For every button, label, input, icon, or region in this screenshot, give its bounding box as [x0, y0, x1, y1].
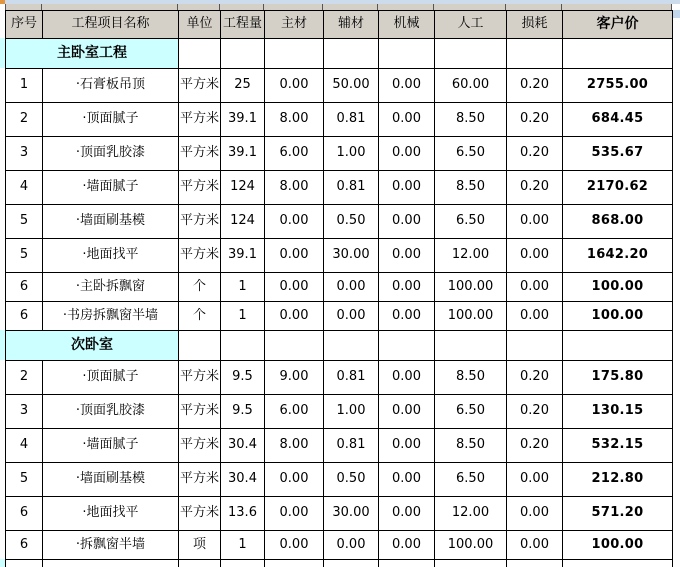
cell-price[interactable]: 1642.20 [563, 239, 673, 273]
cell-main[interactable]: 0.00 [265, 273, 324, 302]
table-row [6, 497, 673, 531]
empty-cell[interactable] [221, 39, 265, 69]
gutter-section-highlight [0, 330, 5, 360]
cell-name[interactable]: ·墙面腻子 [43, 429, 179, 463]
cell-aux[interactable]: 1.00 [324, 395, 379, 429]
cell-name[interactable]: ·石膏板吊顶 [43, 69, 179, 103]
empty-cell[interactable] [435, 39, 507, 69]
table-row [6, 463, 673, 497]
cell-price[interactable]: 175.80 [563, 361, 673, 395]
cell-loss[interactable]: 0.20 [507, 69, 563, 103]
cell-no[interactable]: 5 [6, 239, 43, 273]
cell-qty[interactable]: 9.5 [221, 361, 265, 395]
cell-no[interactable]: 4 [6, 171, 43, 205]
table-row [6, 205, 673, 239]
gutter-section-highlight [0, 559, 5, 567]
table-row [6, 137, 673, 171]
cell-name[interactable]: ·墙面刷基模 [43, 463, 179, 497]
cell-no[interactable]: 5 [6, 205, 43, 239]
cell-aux[interactable]: 30.00 [324, 239, 379, 273]
cell-mach[interactable]: 0.00 [379, 361, 435, 395]
cell-main[interactable]: 8.00 [265, 171, 324, 205]
cell-unit[interactable]: 平方米 [179, 497, 221, 531]
cell-no[interactable]: 3 [6, 395, 43, 429]
cell-no[interactable]: 2 [6, 103, 43, 137]
cell-unit[interactable]: 平方米 [179, 205, 221, 239]
cell-mach[interactable]: 0.00 [379, 205, 435, 239]
empty-cell[interactable] [507, 331, 563, 361]
cell-aux[interactable]: 0.81 [324, 171, 379, 205]
cell-loss[interactable]: 0.00 [507, 205, 563, 239]
cell-aux[interactable]: 0.50 [324, 463, 379, 497]
cell-loss[interactable]: 0.20 [507, 171, 563, 205]
cell-loss[interactable]: 0.20 [507, 429, 563, 463]
cell-mach[interactable]: 0.00 [379, 137, 435, 171]
cell-main[interactable]: 6.00 [265, 395, 324, 429]
cell-qty[interactable]: 1 [221, 273, 265, 302]
col-header-unit[interactable]: 单位 [179, 11, 221, 39]
empty-cell[interactable] [179, 331, 221, 361]
cell-qty[interactable]: 30.4 [221, 463, 265, 497]
cell-qty[interactable]: 9.5 [221, 395, 265, 429]
cell-unit[interactable]: 个 [179, 273, 221, 302]
cell-unit[interactable]: 平方米 [179, 103, 221, 137]
empty-cell [379, 560, 435, 567]
cell-qty[interactable]: 39.1 [221, 103, 265, 137]
empty-cell [324, 560, 379, 567]
cell-labor[interactable]: 100.00 [435, 302, 507, 331]
cell-unit[interactable]: 平方米 [179, 463, 221, 497]
cell-unit[interactable]: 个 [179, 302, 221, 331]
cell-mach[interactable]: 0.00 [379, 429, 435, 463]
col-header-loss[interactable]: 损耗 [507, 11, 563, 39]
cell-loss[interactable]: 0.20 [507, 361, 563, 395]
cell-unit[interactable]: 平方米 [179, 69, 221, 103]
table-row [6, 429, 673, 463]
cell-labor[interactable]: 6.50 [435, 463, 507, 497]
cell-price[interactable]: 868.00 [563, 205, 673, 239]
cell-qty[interactable]: 39.1 [221, 137, 265, 171]
cell-price[interactable]: 532.15 [563, 429, 673, 463]
cell-name[interactable]: ·拆飘窗半墙 [43, 531, 179, 560]
cell-price[interactable]: 100.00 [563, 302, 673, 331]
cell-price[interactable]: 100.00 [563, 531, 673, 560]
cell-name[interactable]: ·墙面腻子 [43, 171, 179, 205]
cell-labor[interactable]: 12.00 [435, 239, 507, 273]
corner-marker [0, 0, 5, 4]
cell-no[interactable]: 1 [6, 69, 43, 103]
cell-main[interactable]: 8.00 [265, 429, 324, 463]
cell-price[interactable]: 212.80 [563, 463, 673, 497]
cell-aux[interactable]: 0.00 [324, 302, 379, 331]
cell-main[interactable]: 0.00 [265, 205, 324, 239]
partial-bottom-row [6, 560, 673, 567]
empty-cell [6, 560, 43, 567]
table-row [6, 239, 673, 273]
cell-labor[interactable]: 6.50 [435, 395, 507, 429]
cell-labor[interactable]: 8.50 [435, 103, 507, 137]
empty-cell [265, 560, 324, 567]
cell-mach[interactable]: 0.00 [379, 239, 435, 273]
cell-price[interactable]: 130.15 [563, 395, 673, 429]
cell-price[interactable]: 535.67 [563, 137, 673, 171]
cell-loss[interactable]: 0.20 [507, 395, 563, 429]
cell-main[interactable]: 0.00 [265, 497, 324, 531]
cell-no[interactable]: 3 [6, 137, 43, 171]
empty-cell[interactable] [179, 39, 221, 69]
col-header-labor[interactable]: 人工 [435, 11, 507, 39]
table-row [6, 103, 673, 137]
section-row [6, 331, 673, 361]
empty-cell[interactable] [379, 39, 435, 69]
cell-main[interactable]: 8.00 [265, 103, 324, 137]
col-header-customer-price[interactable]: 客户价 [563, 11, 673, 39]
col-header-aux-material[interactable]: 辅材 [324, 11, 379, 39]
cell-mach[interactable]: 0.00 [379, 497, 435, 531]
cell-price[interactable]: 684.45 [563, 103, 673, 137]
section-title-cell[interactable]: 主卧室工程 [6, 39, 179, 69]
cell-aux[interactable]: 0.50 [324, 205, 379, 239]
cell-aux[interactable]: 0.00 [324, 531, 379, 560]
empty-cell [563, 560, 673, 567]
cell-loss[interactable]: 0.00 [507, 463, 563, 497]
empty-cell[interactable] [507, 39, 563, 69]
cell-no[interactable]: 6 [6, 531, 43, 560]
cell-no[interactable]: 5 [6, 463, 43, 497]
cell-unit[interactable]: 平方米 [179, 137, 221, 171]
cell-aux[interactable]: 0.00 [324, 273, 379, 302]
cell-unit[interactable]: 项 [179, 531, 221, 560]
cell-unit[interactable]: 平方米 [179, 395, 221, 429]
cell-qty[interactable]: 1 [221, 531, 265, 560]
cell-qty[interactable]: 124 [221, 171, 265, 205]
col-header-machinery[interactable]: 机械 [379, 11, 435, 39]
cell-unit[interactable]: 平方米 [179, 239, 221, 273]
empty-cell[interactable] [379, 331, 435, 361]
col-header-no[interactable]: 序号 [6, 11, 43, 39]
empty-cell [435, 560, 507, 567]
cell-no[interactable]: 2 [6, 361, 43, 395]
empty-cell[interactable] [563, 39, 673, 69]
empty-cell [179, 560, 221, 567]
cell-main[interactable]: 6.00 [265, 137, 324, 171]
cell-loss[interactable]: 0.00 [507, 273, 563, 302]
section-title-cell[interactable]: 次卧室 [6, 331, 179, 361]
empty-cell[interactable] [435, 331, 507, 361]
cell-mach[interactable]: 0.00 [379, 69, 435, 103]
quotation-table [5, 10, 673, 567]
empty-cell[interactable] [324, 39, 379, 69]
cell-mach[interactable]: 0.00 [379, 103, 435, 137]
cell-qty[interactable]: 124 [221, 205, 265, 239]
cell-loss[interactable]: 0.00 [507, 497, 563, 531]
table-row [6, 273, 673, 302]
empty-cell [43, 560, 179, 567]
empty-cell[interactable] [563, 331, 673, 361]
header-row [6, 11, 673, 39]
empty-cell[interactable] [324, 331, 379, 361]
cell-qty[interactable]: 13.6 [221, 497, 265, 531]
table-row [6, 69, 673, 103]
cell-loss[interactable]: 0.00 [507, 302, 563, 331]
col-header-qty[interactable]: 工程量 [221, 11, 265, 39]
cell-qty[interactable]: 1 [221, 302, 265, 331]
cell-qty[interactable]: 39.1 [221, 239, 265, 273]
cell-aux[interactable]: 0.81 [324, 103, 379, 137]
cell-labor[interactable]: 8.50 [435, 361, 507, 395]
cell-aux[interactable]: 30.00 [324, 497, 379, 531]
section-row [6, 39, 673, 69]
cell-name[interactable]: ·顶面乳胶漆 [43, 395, 179, 429]
cell-mach[interactable]: 0.00 [379, 302, 435, 331]
cell-name[interactable]: ·墙面刷基模 [43, 205, 179, 239]
cell-price[interactable]: 2170.62 [563, 171, 673, 205]
quote-table-body [6, 11, 673, 567]
cell-aux[interactable]: 0.81 [324, 429, 379, 463]
right-column-edge [673, 10, 680, 567]
cell-main[interactable]: 9.00 [265, 361, 324, 395]
table-row [6, 361, 673, 395]
table-row [6, 302, 673, 331]
cell-name[interactable]: ·地面找平 [43, 239, 179, 273]
cell-labor[interactable]: 12.00 [435, 497, 507, 531]
cell-loss[interactable]: 0.20 [507, 103, 563, 137]
cell-labor[interactable]: 100.00 [435, 531, 507, 560]
cell-labor[interactable]: 100.00 [435, 273, 507, 302]
cell-mach[interactable]: 0.00 [379, 463, 435, 497]
table-row [6, 171, 673, 205]
col-header-name[interactable]: 工程项目名称 [43, 11, 179, 39]
cell-name[interactable]: ·顶面腻子 [43, 361, 179, 395]
cell-qty[interactable]: 30.4 [221, 429, 265, 463]
gutter-section-highlight [0, 38, 5, 68]
cell-no[interactable]: 4 [6, 429, 43, 463]
empty-cell[interactable] [221, 331, 265, 361]
cell-main[interactable]: 0.00 [265, 239, 324, 273]
cell-loss[interactable]: 0.00 [507, 239, 563, 273]
cell-unit[interactable]: 平方米 [179, 171, 221, 205]
cell-unit[interactable]: 平方米 [179, 361, 221, 395]
left-column-edge [0, 10, 5, 567]
cell-price[interactable]: 2755.00 [563, 69, 673, 103]
table-row [6, 531, 673, 560]
cell-qty[interactable]: 25 [221, 69, 265, 103]
cell-mach[interactable]: 0.00 [379, 395, 435, 429]
cell-main[interactable]: 0.00 [265, 69, 324, 103]
cell-labor[interactable]: 6.50 [435, 205, 507, 239]
cell-name[interactable]: ·顶面腻子 [43, 103, 179, 137]
table-row [6, 395, 673, 429]
cell-main[interactable]: 0.00 [265, 302, 324, 331]
scrolled-row-edge [0, 0, 680, 4]
cell-main[interactable]: 0.00 [265, 463, 324, 497]
cell-price[interactable]: 571.20 [563, 497, 673, 531]
cell-name[interactable]: ·地面找平 [43, 497, 179, 531]
cell-main[interactable]: 0.00 [265, 531, 324, 560]
cell-labor[interactable]: 8.50 [435, 171, 507, 205]
cell-loss[interactable]: 0.20 [507, 137, 563, 171]
empty-cell[interactable] [265, 39, 324, 69]
right-edge-top-cap [673, 10, 680, 18]
cell-labor[interactable]: 8.50 [435, 429, 507, 463]
col-header-main-material[interactable]: 主材 [265, 11, 324, 39]
cell-aux[interactable]: 50.00 [324, 69, 379, 103]
cell-mach[interactable]: 0.00 [379, 171, 435, 205]
cell-mach[interactable]: 0.00 [379, 273, 435, 302]
cell-no[interactable]: 6 [6, 497, 43, 531]
cell-loss[interactable]: 0.00 [507, 531, 563, 560]
cell-aux[interactable]: 0.81 [324, 361, 379, 395]
empty-cell [507, 560, 563, 567]
cell-no[interactable]: 6 [6, 273, 43, 302]
cell-name[interactable]: ·主卧拆飘窗 [43, 273, 179, 302]
cell-name[interactable]: ·书房拆飘窗半墙 [43, 302, 179, 331]
cell-labor[interactable]: 6.50 [435, 137, 507, 171]
cell-mach[interactable]: 0.00 [379, 531, 435, 560]
cell-no[interactable]: 6 [6, 302, 43, 331]
cell-labor[interactable]: 60.00 [435, 69, 507, 103]
empty-cell[interactable] [265, 331, 324, 361]
empty-cell [221, 560, 265, 567]
cell-aux[interactable]: 1.00 [324, 137, 379, 171]
cell-price[interactable]: 100.00 [563, 273, 673, 302]
cell-unit[interactable]: 平方米 [179, 429, 221, 463]
cell-name[interactable]: ·顶面乳胶漆 [43, 137, 179, 171]
